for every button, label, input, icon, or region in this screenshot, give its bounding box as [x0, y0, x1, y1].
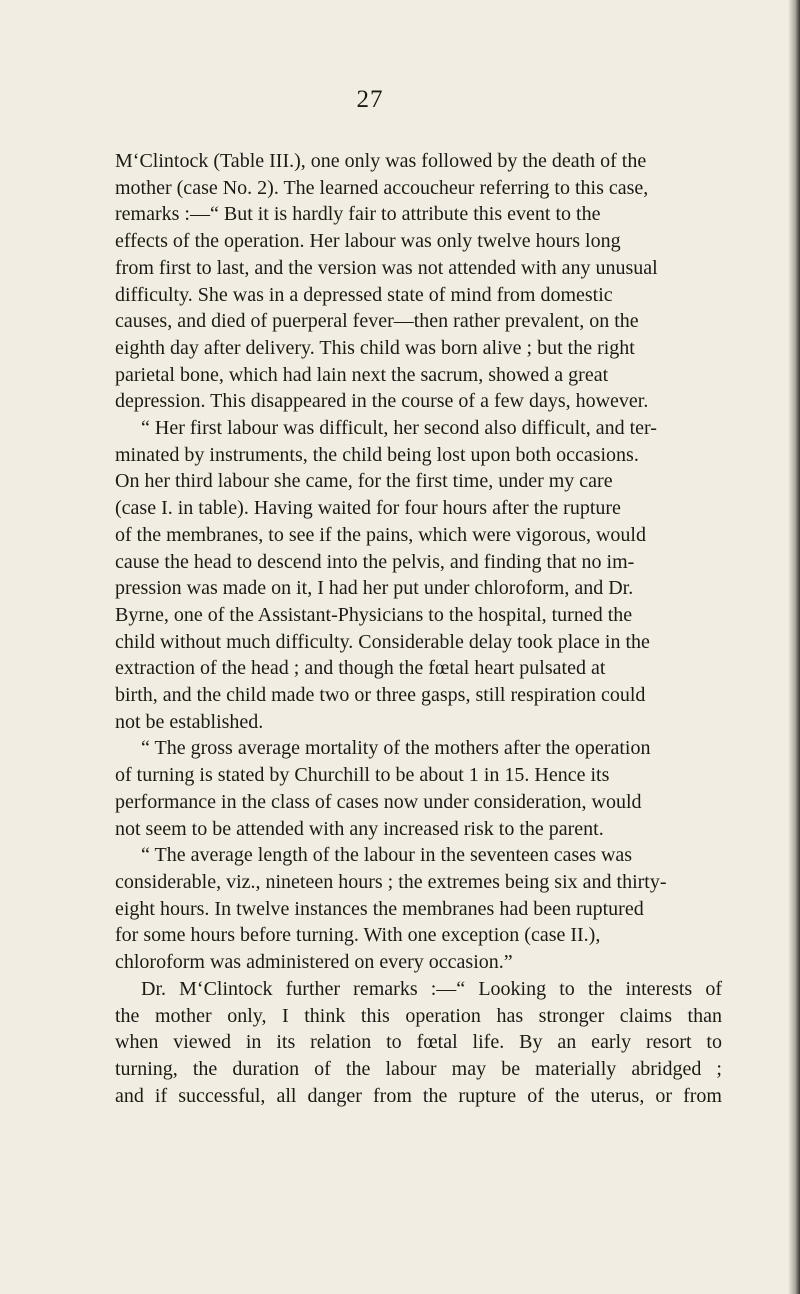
text-line: eighth day after delivery. This child was born alive ; but the right — [115, 336, 635, 359]
paragraph-1 — [115, 148, 722, 415]
text-line: when viewed in its relation to fœtal life. By an early resort to — [115, 1031, 722, 1054]
text-line: M‘Clintock (Table III.), one only was followed by the death of the — [115, 150, 647, 172]
text-line: considerable, viz., nineteen hours ; the extremes being six and thirty- — [115, 870, 667, 893]
text-line: remarks :—“ But it is hardly fair to attribute this event to the — [115, 203, 601, 226]
text-line: “ Her first labour was difficult, her second also difficult, and ter- — [141, 417, 657, 440]
text-line: “ The gross average mortality of the mothers after the operation — [141, 737, 651, 760]
text-line: difficulty. She was in a depressed state of mind from domestic — [115, 283, 613, 306]
text-line: birth, and the child made two or three gasps, still respiration could — [115, 684, 646, 707]
text-line: chloroform was administered on every occasion.” — [115, 951, 513, 974]
text-line: child without much difficulty. Considerable delay took place in the — [115, 630, 650, 653]
text-line: not be established. — [115, 710, 264, 733]
text-line: turning, the duration of the labour may be materially abridged ; — [115, 1057, 722, 1080]
text-line: causes, and died of puerperal fever—then rather prevalent, on the — [115, 310, 639, 333]
paragraph-2 — [115, 415, 722, 735]
text-line: Byrne, one of the Assistant-Physicians to the hospital, turned the — [115, 603, 633, 626]
text-line: from first to last, and the version was not attended with any unusual — [115, 256, 658, 279]
text-line: mother (case No. 2). The learned accoucheur referring to this case, — [115, 176, 649, 199]
page-number: 27 — [356, 86, 384, 113]
text-line: depression. This disappeared in the course of a few days, however. — [115, 390, 649, 413]
text-line: for some hours before turning. With one exception (case II.), — [115, 924, 601, 947]
text-line: not seem to be attended with any increased risk to the parent. — [115, 817, 604, 840]
text-line: pression was made on it, I had her put under chloroform, and Dr. — [115, 577, 634, 600]
text-line: the mother only, I think this operation has stronger claims than — [115, 1004, 722, 1027]
paragraph-5 — [115, 976, 722, 1110]
text-line: eight hours. In twelve instances the membranes had been ruptured — [115, 897, 644, 920]
text-line: Dr. M‘Clintock further remarks :—“ Looking to the interests of — [141, 977, 722, 1000]
text-line: performance in the class of cases now under consideration, would — [115, 790, 642, 813]
page-edge-shadow — [788, 0, 800, 1294]
text-line: extraction of the head ; and though the fœtal heart pulsated at — [115, 657, 606, 680]
text-line: cause the head to descend into the pelvis, and finding that no im- — [115, 550, 635, 573]
text-line: “ The average length of the labour in the seventeen cases was — [141, 844, 633, 867]
text-line: On her third labour she came, for the first time, under my care — [115, 470, 613, 493]
text-line: of the membranes, to see if the pains, which were vigorous, would — [115, 523, 646, 546]
text-line: minated by instruments, the child being lost upon both occasions. — [115, 443, 639, 466]
text-line: (case I. in table). Having waited for four hours after the rupture — [115, 497, 621, 520]
text-line: parietal bone, which had lain next the sacrum, showed a great — [115, 363, 609, 386]
paragraph-4 — [115, 842, 722, 976]
text-line: and if successful, all danger from the rupture of the uterus, or from — [115, 1084, 722, 1107]
text-line: effects of the operation. Her labour was only twelve hours long — [115, 230, 621, 253]
paragraph-3 — [115, 735, 722, 842]
text-line: of turning is stated by Churchill to be about 1 in 15. Hence its — [115, 764, 610, 787]
body-text — [115, 148, 722, 1109]
